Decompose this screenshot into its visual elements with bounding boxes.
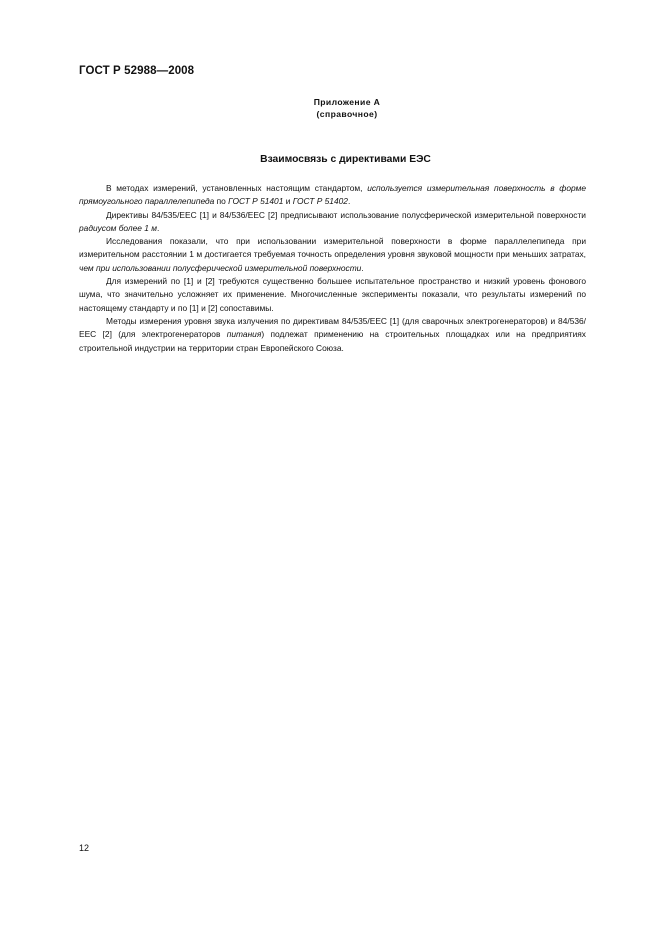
text: и	[283, 196, 293, 207]
paragraph	[79, 275, 586, 315]
section-title: Взаимосвязь с директивами ЕЭС	[260, 154, 431, 165]
text: В методах измерений, установленных настоящим стандартом,	[106, 183, 368, 193]
document-standard-number: ГОСТ Р 52988—2008	[79, 65, 195, 77]
text: Для измерений по [1] и [2] требуются существенно большее испытательное пространство и низкий уровень фонового шума, что значительно усложняет их применение. Многочисленные эксперименты показали, что результаты измерений по настоящему стандарту и по [1] и [2] сопоставимы.	[79, 276, 586, 313]
text: .	[361, 262, 364, 273]
italic-text: используется измерительная поверхность в форме прямоугольного параллелепипеда	[79, 183, 586, 207]
italic-text: ГОСТ Р 51401	[228, 196, 284, 207]
paragraph	[79, 182, 586, 209]
appendix-heading	[0, 96, 661, 120]
paragraph	[79, 209, 586, 236]
italic-text: питания	[226, 329, 262, 340]
paragraph	[79, 235, 586, 275]
text: ) подлежат применению на строительных площадках или на предприятиях строительной индустрии на территории стран Европейского Союза.	[79, 329, 586, 353]
text: .	[156, 222, 160, 233]
text: по	[214, 196, 229, 207]
paragraph	[79, 315, 586, 355]
text: Исследования показали, что при использовании измерительной поверхности в форме параллелепипеда при измерительном расстоянии 1 м достигается требуемая точность определения уровня звуковой мощности при меньших затратах,	[79, 236, 586, 260]
appendix-type: (справочное)	[316, 109, 378, 119]
italic-text: чем при использовании полусферической измерительной поверхности	[79, 262, 362, 273]
appendix-label: Приложение А	[313, 97, 381, 107]
text: .	[347, 196, 351, 207]
italic-text: ГОСТ Р 51402	[292, 196, 348, 207]
page-number: 12	[79, 843, 90, 853]
text: Методы измерения уровня звука излучения по директивам 84/535/ЕЕС [1] (для сварочных электрогенераторов) и 84/536/ЕЕС [2] (для электрогенераторов	[79, 315, 586, 340]
body-text	[79, 182, 586, 355]
italic-text: радиусом более 1 м	[79, 222, 157, 233]
text: Директивы 84/535/ЕЕС [1] и 84/536/ЕЕС [2] предписывают использование полусферической измерительной поверхности	[106, 209, 586, 220]
